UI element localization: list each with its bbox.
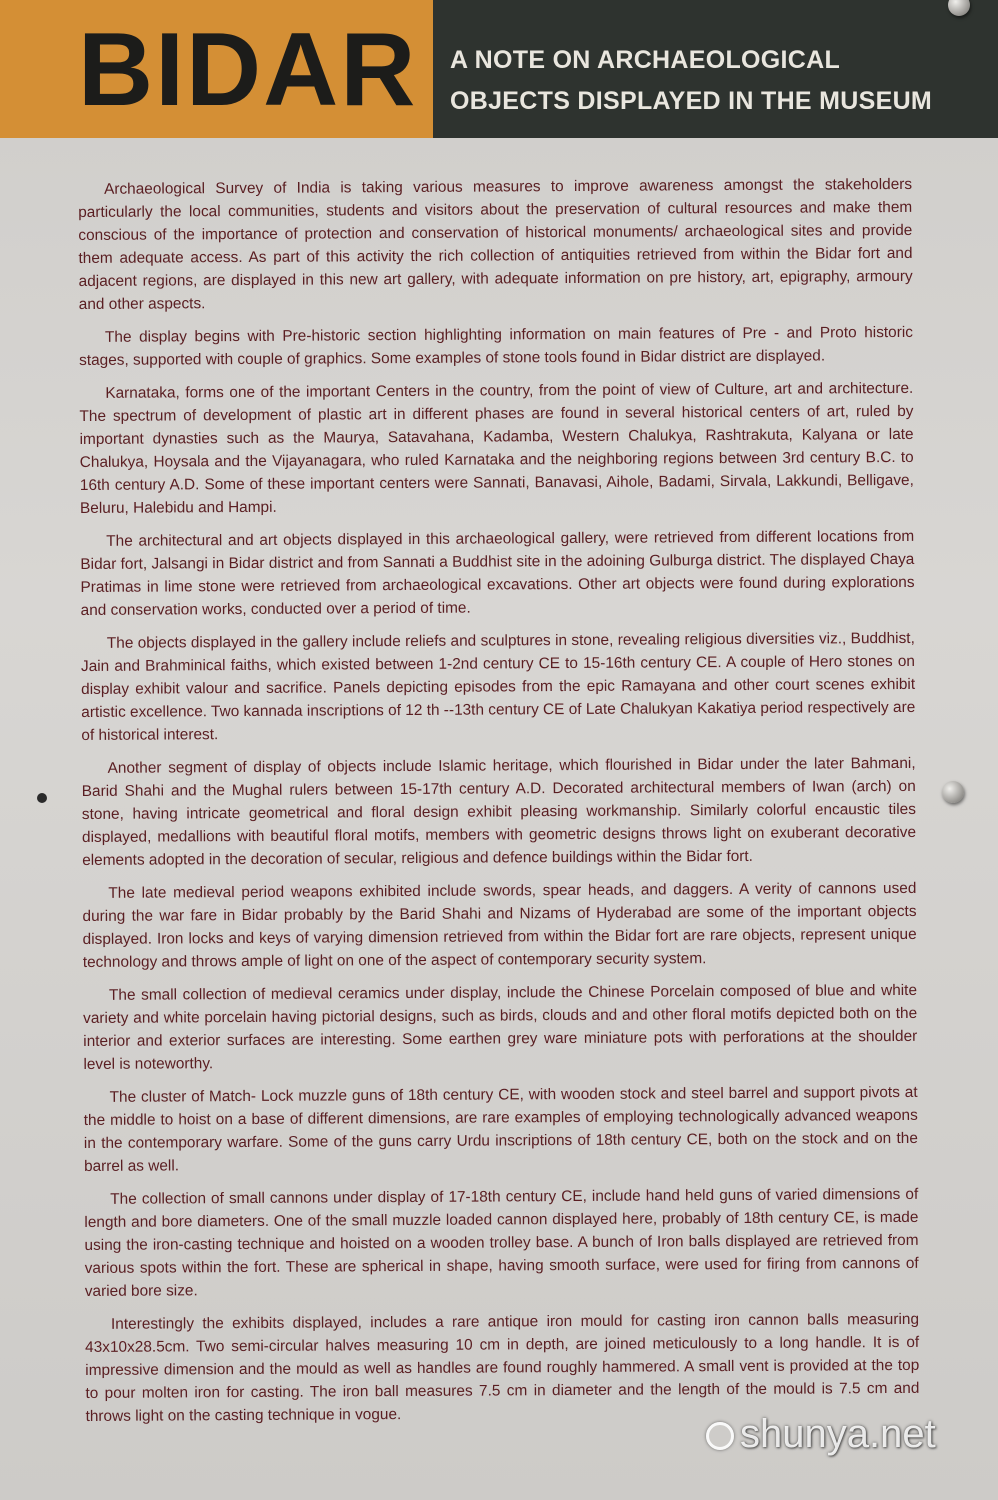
watermark-logo-icon	[706, 1422, 734, 1450]
paragraph-sculptures: The objects displayed in the gallery include reliefs and sculptures in stone, revealing religious diversities viz., Buddhist, Jain and Brahminical faiths, which existed between 1-2nd century CE to 15-16th century CE. A couple of Hero stones on display exhibit valour and sacrifice. Panels depicting episodes from the epic Ramayana and other court scenes exhibit artistic excellence. Two kannada inscriptions of 12 th --13th century CE of Late Chalukyan Kakatiya period respectively are of historical interest.	[80, 629, 916, 744]
paragraph-weapons: The late medieval period weapons exhibited include swords, spear heads, and daggers. A verity of cannons used during the war fare in Bidar probably by the Barid Shahi and Nizams of Hyderabad are some of the important objects displayed. Iron locks and keys of varying dimension retrieved from within the Bidar fort are rare objects, represent unique technology and throws ample of light on one of the aspect of contemporary security system.	[82, 879, 917, 971]
paragraph-matchlock-guns: The cluster of Match- Lock muzzle guns of 18th century CE, with wooden stock and steel barrel and support pivots at the middle to hoist on a base of different dimensions, are rare examples of employing technologically advanced weapons in the contemporary warfare. Some of the guns carry Urdu inscriptions of 18th century CE, both on the stock and on the barrel as well.	[83, 1083, 918, 1175]
paragraph-iron-mould: Interestingly the exhibits displayed, includes a rare antique iron mould for casting iron cannon balls measuring 43x10x28.5cm. Two semi-circular halves measuring 10 cm in depth, are joined meticulously to a long handle. It is of impressive dimension and the mould as well as handles are found roughly hammered. A small vent is provided at the top to pour molten iron for casting. The iron ball measures 7.5 cm in diameter and the length of the mould is 7.5 cm and throws light on the casting technique in vogue.	[85, 1310, 920, 1425]
paragraph-prehistoric: The display begins with Pre-historic section highlighting information on main features of Pre - and Proto historic stages, supported with couple of graphics. Some examples of stone tools found in Bidar district are displayed.	[79, 323, 914, 369]
paragraph-karnataka: Karnataka, forms one of the important Centers in the country, from the point of view of Culture, art and architecture. The spectrum of development of plastic art in different phases are found in several historical centers of art, ruled by important dynasties such as the Maurya, Satavahana, Kadamba, Western Chalukya, Rashtrakuta, Kalyana or late Chalukya, Hoysala and the Vijayanagara, who ruled Karnataka and the neighboring regions between 3rd century B.C. to 16th century A.D. Some of these important centers were Sannati, Banavasi, Aihole, Badami, Sirvala, Lakkundi, Belligave, Beluru, Halebidu and Hampi.	[79, 379, 914, 517]
subtitle-line-1: A NOTE ON ARCHAEOLOGICAL	[450, 46, 841, 74]
note-body	[78, 173, 920, 1438]
paragraph-architectural-objects: The architectural and art objects displayed in this archaeological gallery, were retrieved from different locations from Bidar fort, Jalsangi in Bidar district and from Sannati a Buddhist site in the adoining Gulburga district. The displayed Chaya Pratimas in lime stone were retrieved from archaeological excavations. Other art objects were found during explorations and conservation works, conducted over a period of time.	[80, 527, 915, 619]
paragraph-islamic-heritage: Another segment of display of objects include Islamic heritage, which flourished in Bidar under the later Bahmani, Barid Shahi and the Mughal rulers between 15-17th century A.D. Decorated architectural members of Iwan (arch) on stone, having intricate geometrical and floral design exhibit pleasing workmanship. Similarly colorful encaustic tiles displayed, medallions with beautiful floral motifs, members with geometric designs throws light on exuberant decorative elements adopted in the decoration of secular, religious and defence buildings within the Bidar fort.	[81, 754, 917, 869]
mounting-screw-right-icon	[942, 781, 964, 803]
watermark	[706, 1410, 936, 1458]
subtitle-line-2: OBJECTS DISPLAYED IN THE MUSEUM	[450, 87, 933, 115]
paragraph-ceramics: The small collection of medieval ceramics under display, include the Chinese Porcelain composed of blue and white variety and white porcelain having pictorial designs, such as birds, clouds and and other floral motifs depicted both on the interior and exterior surfaces are interesting. Some earthen grey ware miniature pots with perforations at the shoulder level is noteworthy.	[83, 981, 918, 1073]
sign-title: BIDAR	[78, 12, 418, 128]
mounting-hole-left-icon	[37, 793, 47, 803]
paragraph-small-cannons: The collection of small cannons under display of 17-18th century CE, include hand held guns of varied dimensions of length and bore diameters. One of the small muzzle loaded cannon displayed here, probably of 18th century CE, is made using the iron-casting technique and hoisted on a wooden trolley base. A bunch of Iron balls displayed are retrieved from various spots within the fort. These are spherical in shape, having smooth surface, were used for firing from cannons of varied bore size.	[84, 1185, 919, 1300]
sign-header	[0, 0, 998, 138]
watermark-text: shunya.net	[740, 1412, 936, 1456]
sign-subtitle	[450, 40, 970, 122]
header-title-block	[0, 0, 433, 138]
paragraph-intro: Archaeological Survey of India is taking various measures to improve awareness amongst the stakeholders particularly the local communities, students and visitors about the preservation of cultural resources and make them conscious of the importance of protection and conservation of historical monuments/ archaeological sites and provide them adequate access. As part of this activity the rich collection of antiquities retrieved from within the Bidar fort and adjacent regions, are displayed in this new art gallery, with adequate information on pre history, art, epigraphy, armoury and other aspects.	[78, 175, 913, 313]
